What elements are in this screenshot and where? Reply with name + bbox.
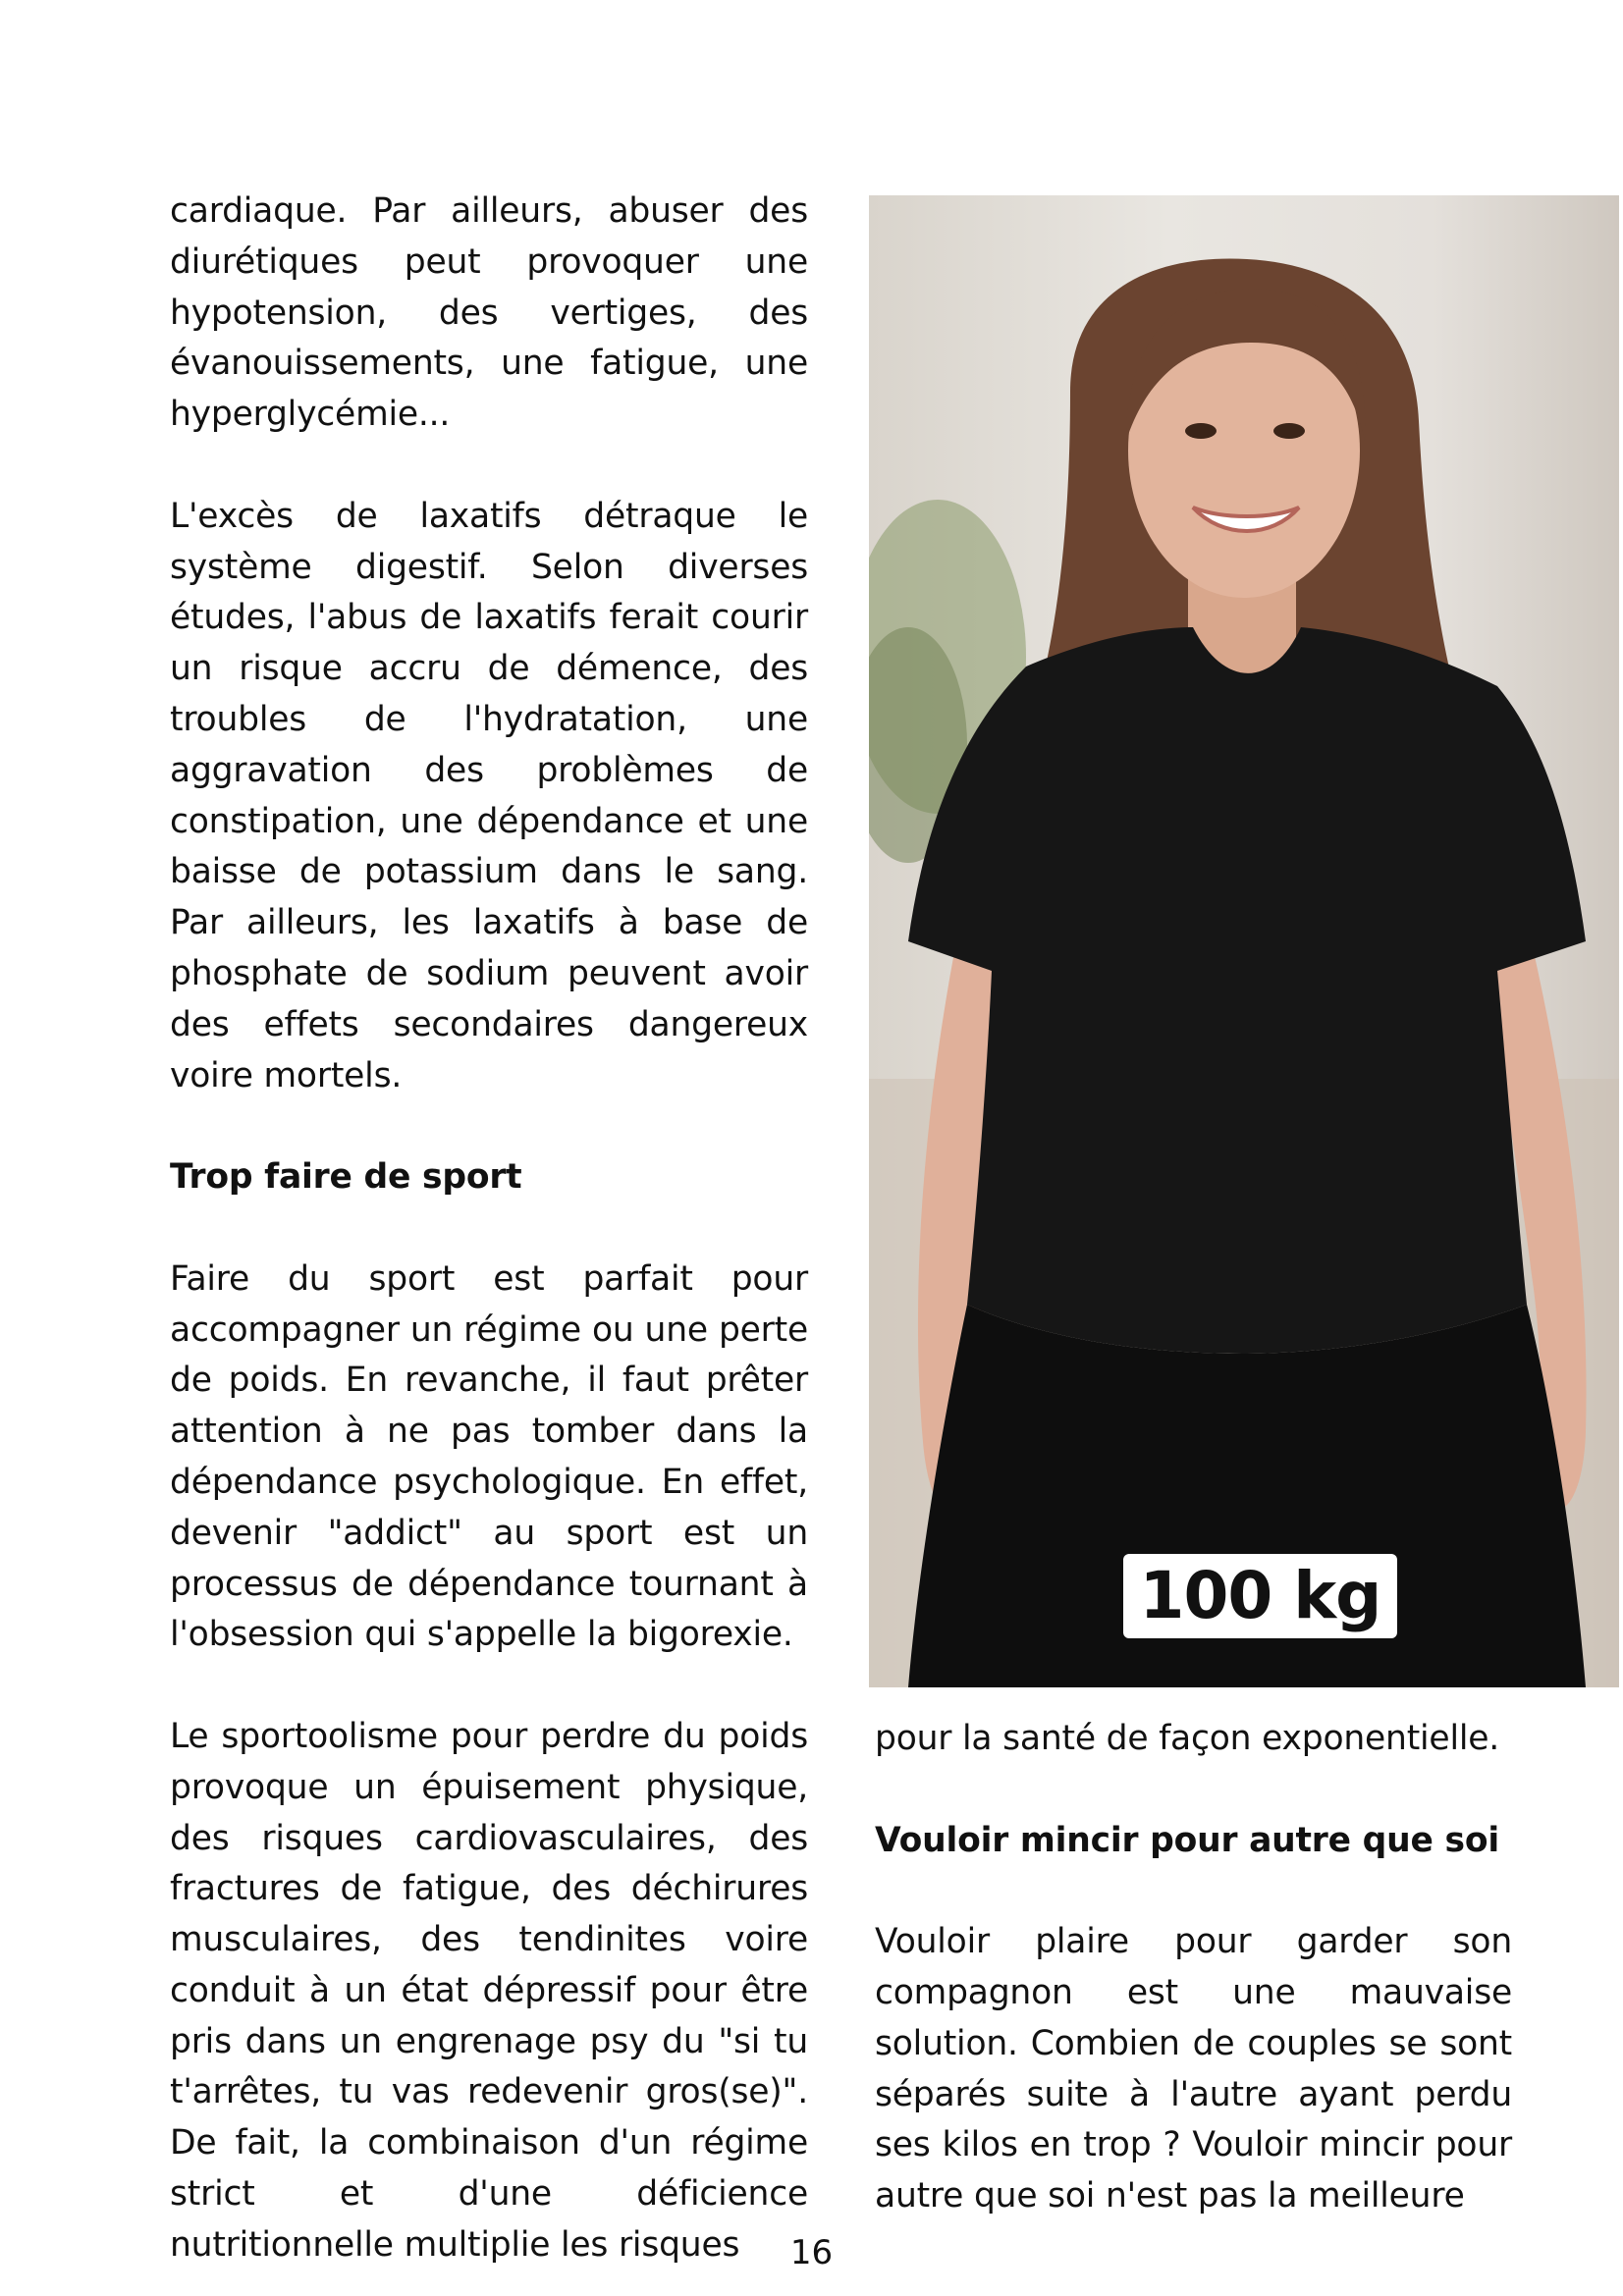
section-heading: Vouloir mincir pour autre que soi xyxy=(875,1820,1499,1860)
woman-photo xyxy=(869,195,1619,1687)
weight-badge: 100 kg xyxy=(1123,1554,1397,1638)
paragraph: cardiaque. Par ailleurs, abuser des diurétiques peut provoquer une hypotension, des vertiges, des évanouissements, une fatigue, une hyperglycémie... xyxy=(170,191,808,435)
paragraph: Faire du sport est parfait pour accompagner un régime ou une perte de poids. En revanche, il faut prêter attention à ne pas tomber dans la dépendance psychologique. En effet, devenir "addict" au sport est un processus de dépendance tournant à l'obsession qui s'appelle la bigorexie. xyxy=(170,1258,808,1655)
paragraph: Le sportoolisme pour perdre du poids provoque un épuisement physique, des risques cardiovasculaires, des fractures de fatigue, des déchirures musculaires, des tendinites voire conduit à un état dépressif pour être pris dans un engrenage psy du "si tu t'arrêtes, tu vas redevenir gros(se)". De fait, la combinaison d'un régime strict et d'une déficience nutritionnelle multiplie les risques xyxy=(170,1716,808,2265)
page-number: 16 xyxy=(789,2233,834,2272)
woman-illustration xyxy=(869,195,1619,1687)
left-text-column xyxy=(170,187,808,2271)
paragraph: L'excès de laxatifs détraque le système digestif. Selon diverses études, l'abus de laxatifs ferait courir un risque accru de démence, des troubles de l'hydratation, une aggravation des problèmes de constipation, une dépendance et une baisse de potassium dans le sang. Par ailleurs, les laxatifs à base de phosphate de sodium peuvent avoir des effets secondaires dangereux voire mortels. xyxy=(170,496,808,1095)
right-text-column xyxy=(875,1714,1512,2222)
paragraph: pour la santé de façon exponentielle. xyxy=(875,1719,1500,1758)
section-heading: Trop faire de sport xyxy=(170,1157,522,1198)
paragraph: Vouloir plaire pour garder son compagnon est une mauvaise solution. Combien de couples se sont séparés suite à l'autre ayant perdu ses kilos en trop ? Vouloir mincir pour autre que soi n'est pas la meilleure xyxy=(875,1922,1512,2216)
